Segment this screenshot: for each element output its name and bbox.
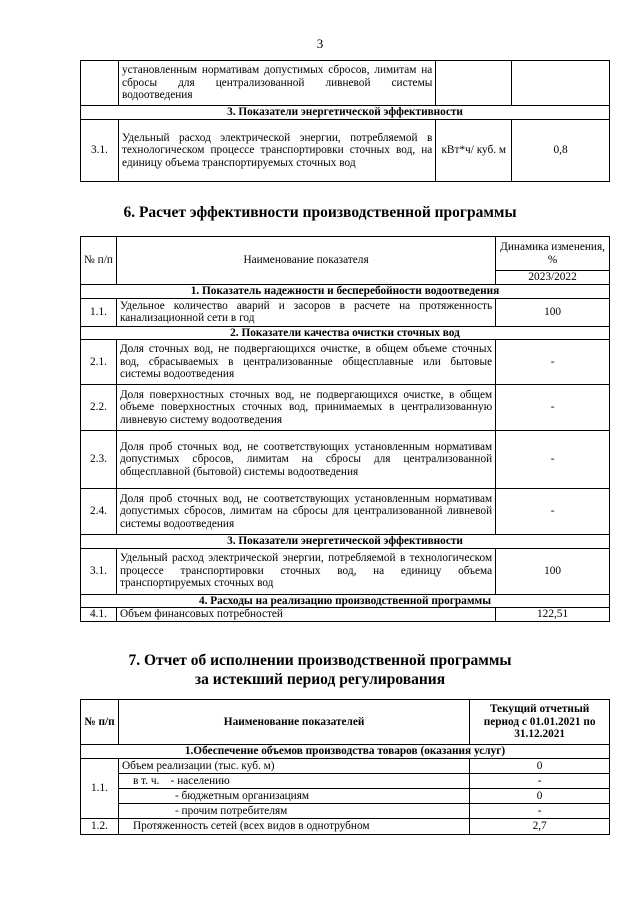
table7 (80, 699, 610, 835)
section-heading: 1.Обеспечение объемов производства товаров (оказания услуг) (81, 745, 610, 759)
row-number: 1.2. (81, 819, 119, 835)
row-value: 100 (496, 548, 610, 594)
header-dynamics: Динамика изменения, % (496, 237, 610, 271)
header-name: Наименование показателей (118, 700, 469, 745)
row-name: Объем реализации (тыс. куб. м) (118, 759, 469, 774)
row-name: Доля проб сточных вод, не соответствующих установленным нормативам допустимых сбросов, лимитам на сбросы для централизованной ливневой системы водоотведения (116, 489, 495, 535)
top-table (80, 60, 610, 182)
row-unit: кВт*ч/ куб. м (436, 120, 512, 182)
row-value: 100 (496, 298, 610, 326)
row-value: 0 (470, 789, 610, 804)
row-number: 2.1. (81, 340, 117, 385)
row-name: Протяженность сетей (всех видов в однотрубном (118, 819, 469, 835)
row-number: 2.2. (81, 385, 117, 431)
row-number: 2.4. (81, 489, 117, 535)
row-number: 3.1. (81, 120, 119, 182)
section6-title: 6. Расчет эффективности производственной программы (123, 204, 517, 221)
continuation-text: установленным нормативам допустимых сбросов, лимитам на сбросы для централизованной ливневой системы водоотведения (118, 61, 435, 106)
row-number: 2.3. (81, 431, 117, 489)
header-period: Текущий отчетный период с 01.01.2021 по 31.12.2021 (470, 700, 610, 745)
cell-num (81, 61, 119, 106)
row-value: - (496, 489, 610, 535)
row-name: Удельный расход электрической энергии, потребляемой в технологическом процессе транспортировки сточных вод, на единицу объема транспортируемых сточных вод (116, 548, 495, 594)
cell-unit (436, 61, 512, 106)
row-value: 0,8 (512, 120, 610, 182)
row-value: 122,51 (496, 608, 610, 622)
row-number: 1.1. (81, 298, 117, 326)
row-name: Доля проб сточных вод, не соответствующих установленным нормативам допустимых сбросов, лимитам на сбросы для централизованной общесплавной (бытовой) системы водоотведения (116, 431, 495, 489)
row-name: Удельный расход электрической энергии, потребляемой в технологическом процессе транспортировки сточных вод, на единицу объема транспортируемых сточных вод (118, 120, 435, 182)
table6 (80, 236, 610, 622)
section-heading: 4. Расходы на реализацию производственной программы (81, 594, 610, 608)
row-value: - (496, 431, 610, 489)
header-period: 2023/2022 (496, 271, 610, 285)
row-name: - прочим потребителям (118, 804, 469, 819)
page-number: 3 (316, 36, 324, 51)
row-name: в т. ч. - населению (118, 774, 469, 789)
row-name: Доля сточных вод, не подвергающихся очистке, в общем объеме сточных вод, сбрасываемых в централизованные общесплавные или бытовые системы водоотведения (116, 340, 495, 385)
row-name: Удельное количество аварий и засоров в расчете на протяженность канализационной сети в год (116, 298, 495, 326)
section-heading: 3. Показатели энергетической эффективности (81, 106, 610, 120)
section-heading: 1. Показатель надежности и бесперебойности водоотведения (81, 285, 610, 299)
section7-title-line1: 7. Отчет об исполнении производственной программы (128, 652, 512, 669)
header-num: № п/п (81, 237, 117, 285)
header-name: Наименование показателя (116, 237, 495, 285)
row-value: 2,7 (470, 819, 610, 835)
section7-title-line2: за истекший период регулирования (194, 671, 446, 688)
row-number: 4.1. (81, 608, 117, 622)
row-name: Доля поверхностных сточных вод, не подвергающихся очистке, в общем объеме поверхностных сточных вод, принимаемых в централизованную ливневую систему водоотведения (116, 385, 495, 431)
row-name: Объем финансовых потребностей (116, 608, 495, 622)
section-heading: 2. Показатели качества очистки сточных вод (81, 326, 610, 340)
row-value: - (470, 804, 610, 819)
row-number: 1.1. (81, 759, 119, 819)
row-value: - (470, 774, 610, 789)
row-name: - бюджетным организациям (118, 789, 469, 804)
cell-value (512, 61, 610, 106)
row-value: 0 (470, 759, 610, 774)
row-number: 3.1. (81, 548, 117, 594)
section-heading: 3. Показатели энергетической эффективности (81, 535, 610, 549)
row-value: - (496, 340, 610, 385)
row-value: - (496, 385, 610, 431)
header-num: № п/п (81, 700, 119, 745)
